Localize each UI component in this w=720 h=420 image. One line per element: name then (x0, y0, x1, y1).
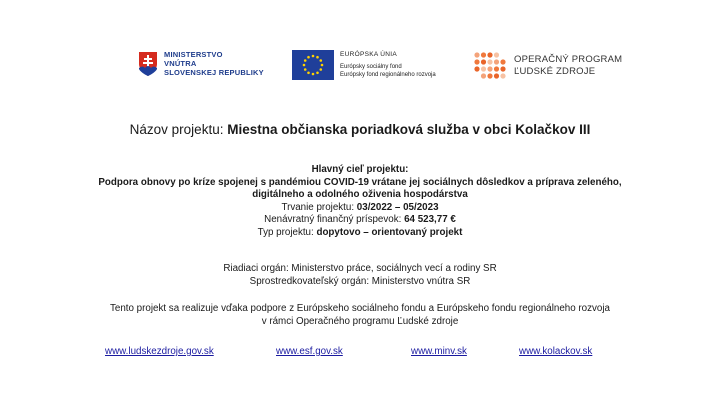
slovak-crest-icon (138, 51, 158, 77)
link-minv[interactable]: www.minv.sk (411, 346, 467, 357)
managing-authority: Riadiaci orgán: Ministerstvo práce, sociálnych vecí a rodiny SR (223, 263, 497, 274)
ministry-line3: SLOVENSKEJ REPUBLIKY (164, 68, 264, 77)
eu-flag-icon (292, 50, 334, 80)
title-name: Miestna občianska poriadková služba v obci Kolačkov III (227, 122, 591, 137)
eu-line1: EURÓPSKA ÚNIA (340, 51, 397, 58)
duration-label: Trvanie projektu: (281, 201, 355, 213)
logo-bar (0, 50, 720, 90)
link-ludskezdroje[interactable]: www.ludskezdroje.gov.sk (105, 346, 214, 357)
grant-value: 64 523,77 € (404, 214, 456, 225)
op-logo (474, 52, 622, 80)
goal-label: Hlavný cieľ projektu: (311, 164, 409, 175)
organs (0, 262, 720, 288)
op-line2: ĽUDSKÉ ZDROJE (514, 66, 596, 77)
op-dots-icon (474, 52, 506, 80)
link-kolackov[interactable]: www.kolackov.sk (519, 346, 593, 357)
project-details (0, 164, 720, 239)
type-row (0, 227, 720, 240)
duration-value: 03/2022 – 05/2023 (356, 201, 439, 213)
ministry-line2: VNÚTRA (164, 59, 197, 68)
goal-text: Podpora obnovy po kríze spojenej s pandémiou COVID-19 vrátane jej sociálnych dôsledkov a príprava zeleného, digitálneho a odolného oživenia hospodárstva (98, 176, 622, 200)
ministry-logo (138, 50, 264, 77)
grant-row (0, 214, 720, 227)
support-line1: Tento projekt sa realizuje vďaka podpore z Európskeho sociálneho fondu a Európskeho fondu regionálneho rozvoja (109, 303, 610, 314)
links-row (0, 346, 720, 360)
title-label: Názov projektu: (129, 122, 224, 137)
eu-logo (292, 50, 436, 80)
intermediate-body: Sprostredkovateľský orgán: Ministerstvo vnútra SR (249, 276, 471, 287)
eu-line3: Európsky fond regionálneho rozvoja (340, 72, 436, 78)
type-value: dopytovo – orientovaný projekt (316, 226, 463, 238)
project-title (0, 122, 720, 137)
ministry-line1: MINISTERSTVO (164, 50, 223, 59)
link-esf[interactable]: www.esf.gov.sk (276, 346, 343, 357)
duration-row (0, 202, 720, 215)
support-statement (0, 302, 720, 328)
grant-label: Nenávratný finančný príspevok: (264, 214, 402, 225)
eu-line2: Európsky sociálny fond (340, 64, 402, 70)
support-line2: v rámci Operačného programu Ľudské zdroje (261, 316, 459, 327)
op-line1: OPERAČNÝ PROGRAM (514, 54, 623, 65)
type-label: Typ projektu: (257, 226, 314, 238)
